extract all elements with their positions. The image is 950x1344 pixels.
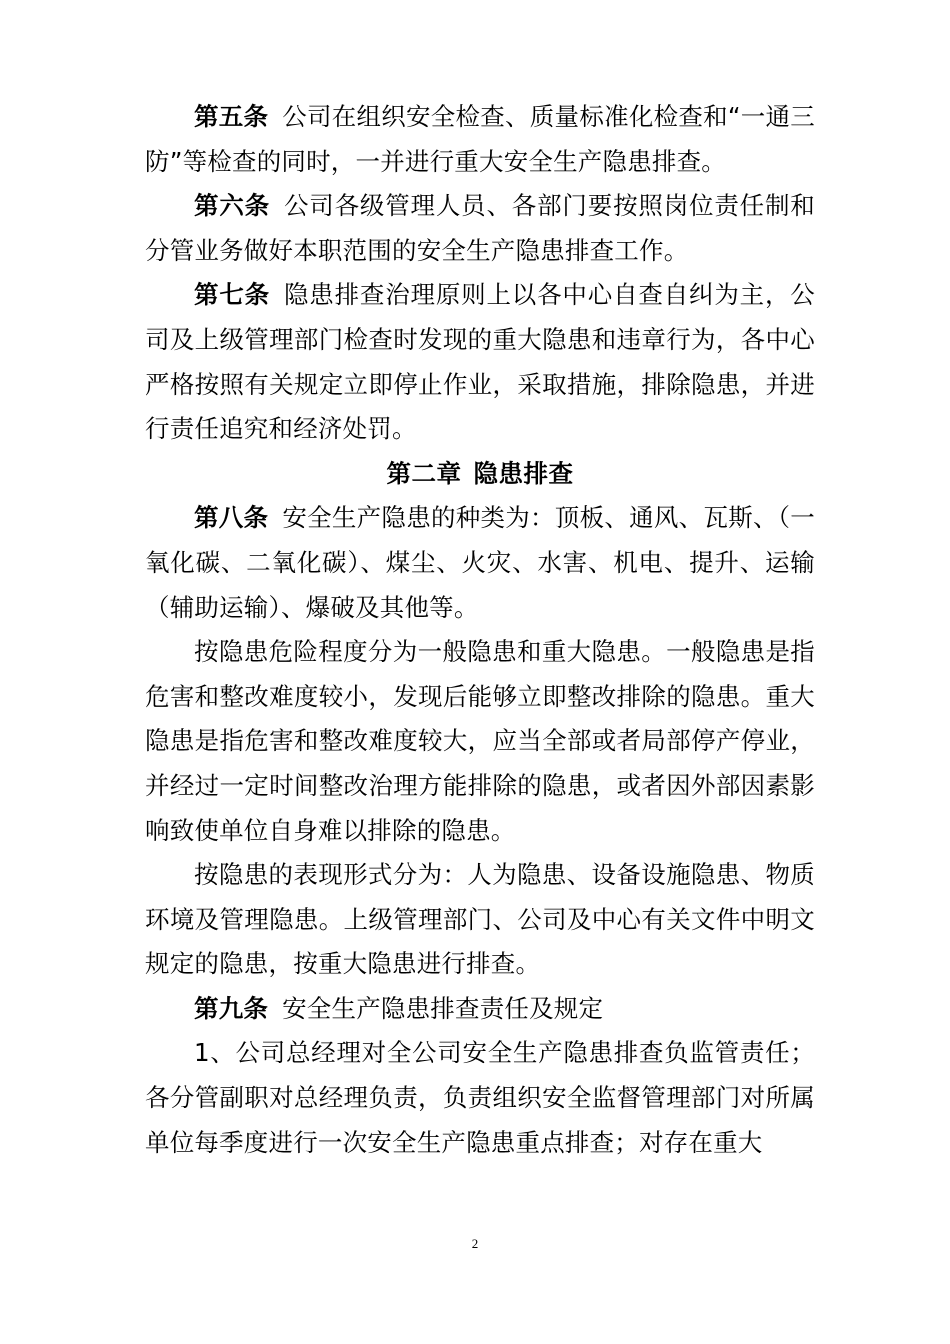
paragraph-form: 按隐患的表现形式分为：人为隐患、设备设施隐患、物质环境及管理隐患。上级管理部门、公司及中心有关文件中明文规定的隐患，按重大隐患进行排查。 (145, 860, 815, 979)
article-8 (145, 496, 815, 630)
article-9-label: 第九条 (194, 993, 269, 1023)
article-6-text: 公司各级管理人员、各部门要按照岗位责任制和分管业务做好本职范围的安全生产隐患排查工作。 (145, 191, 815, 265)
article-5-text: 公司在组织安全检查、质量标准化检查和“一通三防”等检查的同时，一并进行重大安全生产隐患排查。 (145, 102, 815, 176)
article-8-text: 安全生产隐患的种类为：顶板、通风、瓦斯、（一氧化碳、二氧化碳）、煤尘、火灾、水害、机电、提升、运输（辅助运输）、爆破及其他等。 (145, 503, 815, 622)
article-8-label: 第八条 (194, 503, 269, 533)
page-number: 2 (471, 1236, 479, 1251)
article-5 (145, 95, 815, 184)
article-9-text: 安全生产隐患排查责任及规定 (282, 993, 604, 1023)
document-body (145, 95, 815, 1165)
article-7-text: 隐患排查治理原则上以各中心自查自纠为主，公司及上级管理部门检查时发现的重大隐患和违章行为，各中心严格按照有关规定立即停止作业，采取措施，排除隐患，并进行责任追究和经济处罚。 (145, 280, 815, 444)
chapter-title: 隐患排查 (473, 458, 574, 488)
article-6 (145, 184, 815, 273)
item-1: 1、公司总经理对全公司安全生产隐患排查负监管责任；各分管副职对总经理负责，负责组织安全监督管理部门对所属单位每季度进行一次安全生产隐患重点排查；对存在重大 (145, 1038, 815, 1157)
article-6-label: 第六条 (194, 191, 270, 221)
article-7 (145, 273, 815, 451)
paragraph-risk-level: 按隐患危险程度分为一般隐患和重大隐患。一般隐患是指危害和整改难度较小，发现后能够立即整改排除的隐患。重大隐患是指危害和整改难度较大，应当全部或者局部停产停业，并经过一定时间整改治理方能排除的隐患，或者因外部因素影响致使单位自身难以排除的隐患。 (145, 637, 815, 845)
article-5-label: 第五条 (194, 102, 269, 131)
chapter-heading (145, 452, 815, 497)
chapter-number: 第二章 (386, 458, 462, 488)
article-7-label: 第七条 (194, 280, 270, 310)
article-9 (145, 987, 815, 1032)
